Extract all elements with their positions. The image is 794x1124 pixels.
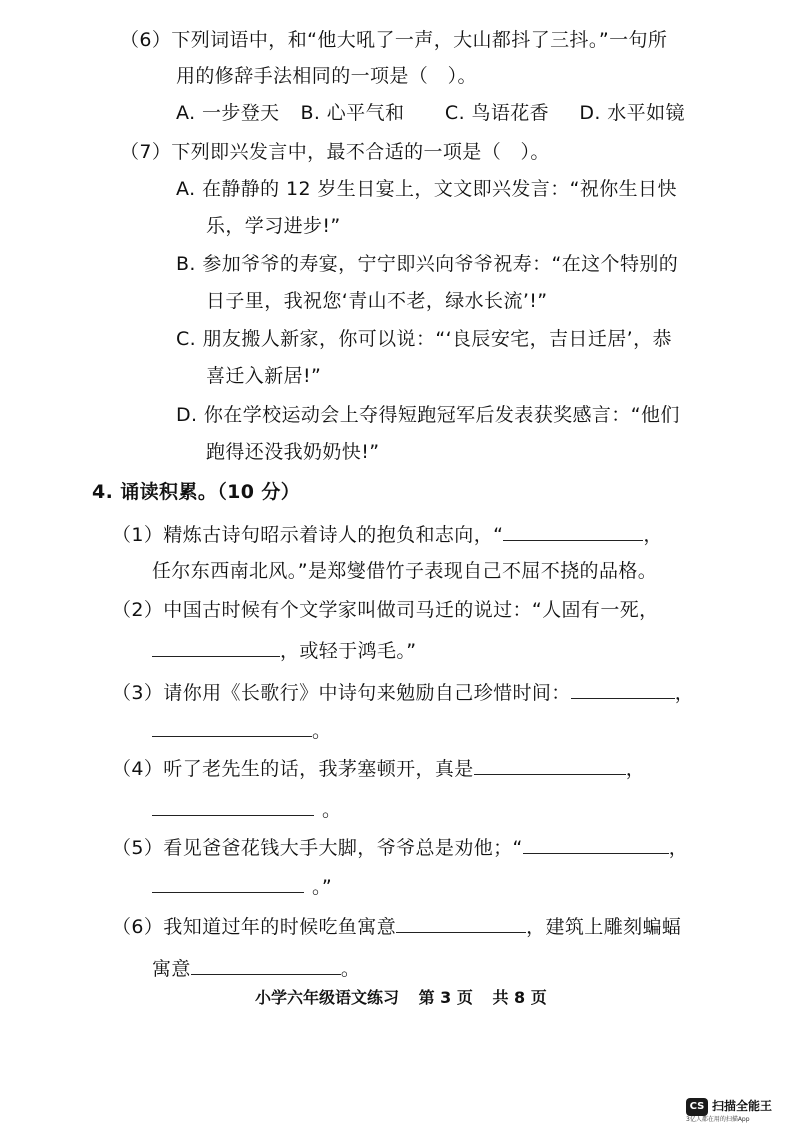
s4-item2-line2: [152, 636, 417, 665]
s4-item2-text: ，或轻于鸿毛。”: [280, 640, 417, 662]
s4-item4-text: （4）听了老先生的话，我茅塞顿开，真是: [112, 758, 474, 780]
s4-item3-blank2[interactable]: [152, 716, 312, 737]
q6-stem-line2: 用的修辞手法相同的一项是（ ）。: [176, 65, 477, 87]
footer-title: 小学六年级语文练习: [255, 988, 400, 1007]
s4-item6-text: （6）我知道过年的时候吃鱼寓意: [112, 916, 397, 938]
s4-item5-text: （5）看见爸爸花钱大手大脚，爷爷总是劝他；“: [112, 837, 523, 859]
s4-item6-line2: [152, 954, 360, 983]
footer-total: 共 8 页: [492, 988, 547, 1007]
s4-item3-blank1[interactable]: [571, 678, 675, 699]
scanner-tagline: 3亿人都在用的扫描App: [686, 1116, 750, 1123]
s4-item6-line1: [112, 912, 681, 941]
footer-page: 第 3 页: [418, 988, 473, 1007]
q6-option-c: C. 鸟语花香: [444, 102, 550, 124]
s4-item6-blank1[interactable]: [396, 912, 526, 933]
scanner-logo-icon: CS: [686, 1098, 708, 1116]
s4-item1-punct: ，: [643, 524, 663, 546]
s4-item2-blank[interactable]: [152, 636, 280, 657]
s4-item1-blank[interactable]: [503, 520, 643, 541]
s4-item5-punct1: ，: [668, 837, 689, 859]
s4-item6-blank2[interactable]: [191, 954, 341, 975]
q7-stem: （7）下列即兴发言中，最不合适的一项是（ ）。: [120, 141, 550, 163]
s4-item1-text: （1）精炼古诗句昭示着诗人的抱负和志向，“: [112, 524, 504, 546]
s4-item6-text2: ，建筑上雕刻蝙蝠: [526, 916, 682, 938]
q6-stem-line1: （6）下列词语中，和“他大吼了一声，大山都抖了三抖。”一句所: [120, 29, 668, 51]
s4-item5-line1: [112, 833, 688, 862]
s4-item3-line2: [152, 716, 331, 745]
q7-option-a-line2: 乐，学习进步!”: [206, 215, 341, 237]
q7-option-b-line2: 日子里，我祝您‘青山不老，绿水长流’!”: [206, 290, 548, 312]
section4-title: 4. 诵读积累。（10 分）: [92, 481, 301, 503]
s4-item4-punct2: 。: [322, 799, 342, 821]
s4-item3-punct1: ，: [674, 682, 695, 704]
q6-option-b: B. 心平气和: [300, 102, 405, 124]
page-footer: [255, 986, 561, 1010]
s4-item6-punct: 。: [340, 958, 361, 980]
q6-option-a: A. 一步登天: [176, 102, 280, 124]
s4-item3-text: （3）请你用《长歌行》中诗句来勉励自己珍惜时间：: [112, 682, 571, 704]
s4-item3-punct2: 。: [312, 720, 332, 742]
s4-item4-blank2[interactable]: [152, 795, 314, 816]
q7-option-c-line1: C. 朋友搬人新家，你可以说：“‘良辰安宅，吉日迁居’，恭: [176, 328, 672, 350]
scanner-watermark: [686, 1098, 794, 1124]
q7-option-d-line2: 跑得还没我奶奶快!”: [206, 441, 380, 463]
s4-item5-punct2: 。”: [312, 876, 333, 898]
s4-item3-line1: [112, 678, 694, 707]
s4-item1-line1: [112, 520, 663, 549]
scanner-app-name: 扫描全能王: [712, 1099, 773, 1113]
s4-item5-line2: [152, 872, 332, 901]
s4-item4-line1: [112, 754, 645, 783]
s4-item4-punct1: ，: [625, 758, 646, 780]
q7-option-c-line2: 喜迁入新居!”: [206, 365, 322, 387]
s4-item5-blank2[interactable]: [152, 872, 304, 893]
q7-option-a-line1: A. 在静静的 12 岁生日宴上，文文即兴发言：“祝你生日快: [176, 178, 677, 200]
s4-item2-line1: （2）中国古时候有个文学家叫做司马迁的说过：“人固有一死，: [112, 599, 659, 621]
s4-item4-line2: [152, 795, 341, 824]
q7-option-d-line1: D. 你在学校运动会上夺得短跑冠军后发表获奖感言：“他们: [176, 404, 680, 426]
s4-item4-blank1[interactable]: [474, 754, 626, 775]
s4-item1-line2: 任尔东西南北风。”是郑燮借竹子表现自己不屈不挠的品格。: [152, 560, 658, 582]
s4-item5-blank1[interactable]: [523, 833, 669, 854]
q7-option-b-line1: B. 参加爷爷的寿宴，宁宁即兴向爷爷祝寿：“在这个特别的: [176, 253, 679, 275]
s4-item6-text3: 寓意: [152, 958, 191, 980]
q6-options: [176, 99, 685, 127]
q6-option-d: D. 水平如镜: [579, 102, 685, 124]
